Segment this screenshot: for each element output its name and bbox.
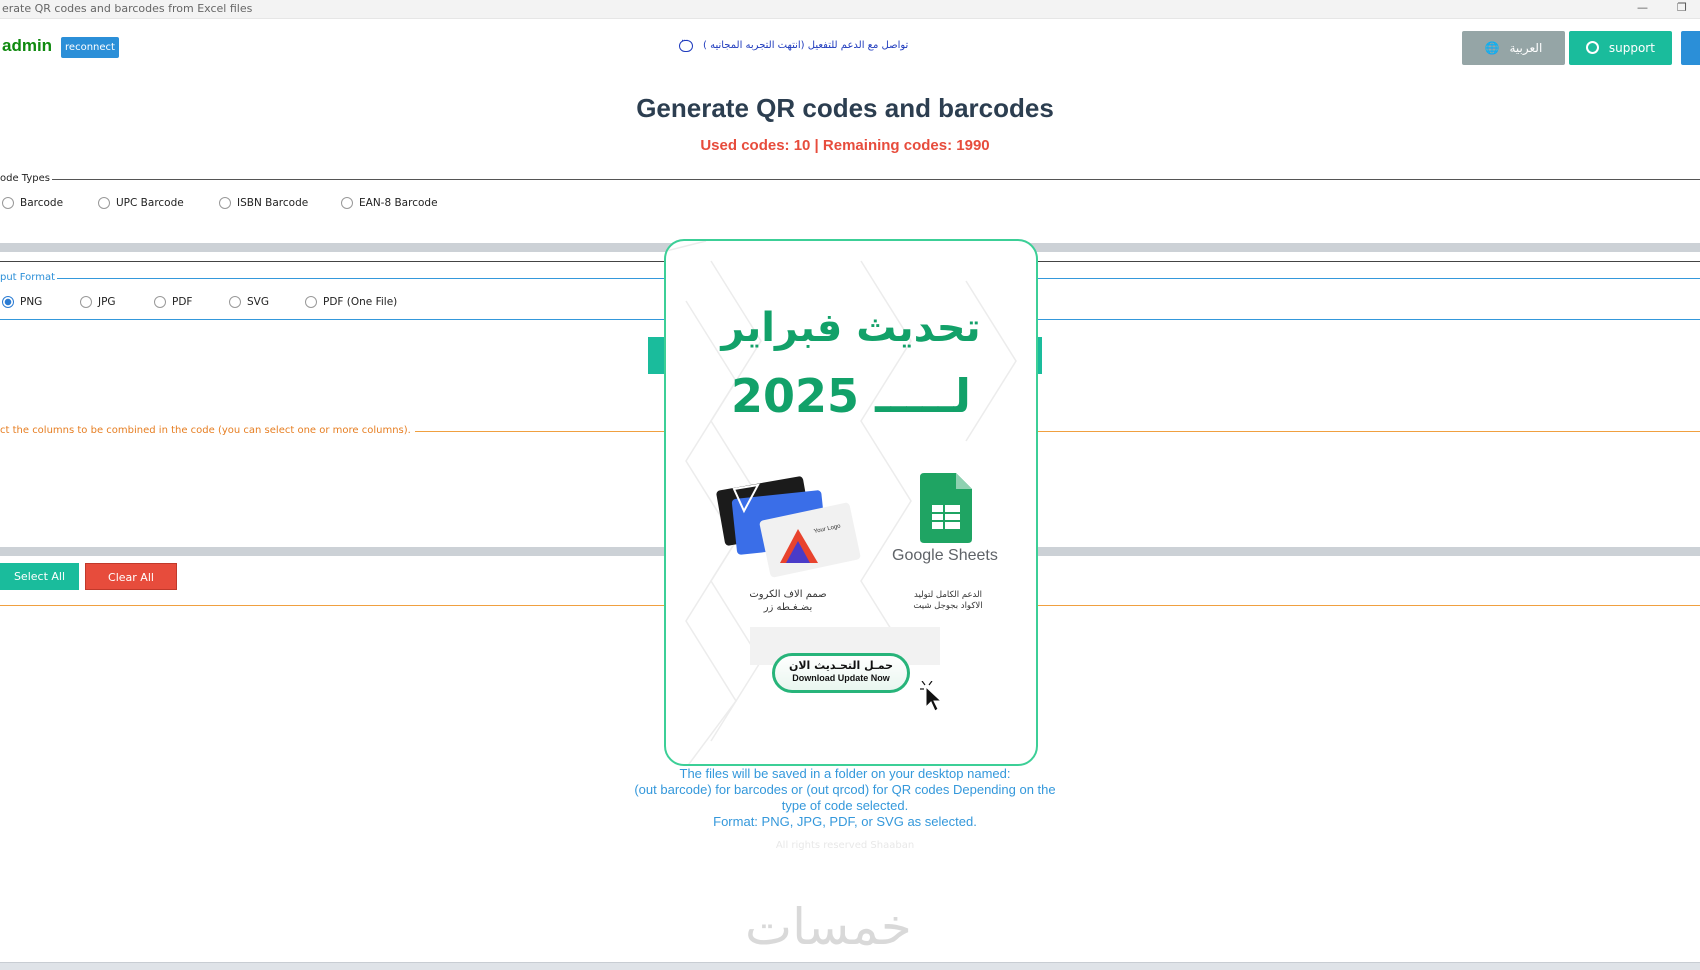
radio-label: PDF xyxy=(172,296,193,308)
radio-ean8-barcode[interactable] xyxy=(341,197,438,209)
restore-icon[interactable]: ❐ xyxy=(1677,1,1687,14)
save-note-line-2: (out barcode) for barcodes or (out qrcod) for QR codes Depending on the xyxy=(634,782,1056,797)
rights-text: All rights reserved Shaaban xyxy=(775,840,915,851)
window-title-bar xyxy=(0,0,1700,19)
usage-counter: Used codes: 10 | Remaining codes: 1990 xyxy=(700,137,990,154)
chat-icon xyxy=(679,40,693,52)
code-types-legend: ode Types xyxy=(0,173,50,184)
sheets-caption xyxy=(898,590,998,612)
radio-button[interactable] xyxy=(98,197,110,209)
radio-button[interactable] xyxy=(305,296,317,308)
radio-isbn-barcode[interactable] xyxy=(219,197,308,209)
support-label: support xyxy=(1608,41,1655,55)
radio-barcode[interactable] xyxy=(2,197,63,209)
radio-upc-barcode[interactable] xyxy=(98,197,184,209)
clear-all-button[interactable]: Clear All xyxy=(85,563,177,590)
sheets-caption-line-2: الاكواد بجوجل شيت xyxy=(913,601,983,611)
watermark-logo: خمسات xyxy=(745,898,912,956)
cards-caption-line-1: صمم الاف الكروت xyxy=(749,589,827,600)
radio-button[interactable] xyxy=(341,197,353,209)
radio-label: EAN-8 Barcode xyxy=(359,197,438,209)
reconnect-button[interactable]: reconnect xyxy=(61,37,119,58)
radio-label: JPG xyxy=(98,296,116,308)
radio-pdf[interactable] xyxy=(154,296,192,308)
radio-button[interactable] xyxy=(229,296,241,308)
radio-label: UPC Barcode xyxy=(116,197,184,209)
cards-caption-line-2: بضـغـطه زر xyxy=(763,602,813,613)
output-format-legend: put Format xyxy=(0,272,56,283)
cards-caption xyxy=(728,588,848,614)
google-sheets-label: Google Sheets xyxy=(892,547,998,564)
arabic-language-label: العربية xyxy=(1509,41,1543,55)
radio-button[interactable] xyxy=(2,296,14,308)
radio-jpg[interactable] xyxy=(80,296,116,308)
mouse-pointer-icon xyxy=(920,681,944,713)
save-note-line-4: Format: PNG, JPG, PDF, or SVG as selected. xyxy=(713,814,977,829)
radio-button[interactable] xyxy=(154,296,166,308)
minimize-icon[interactable]: — xyxy=(1637,1,1648,14)
radio-label: PNG xyxy=(20,296,43,308)
download-update-label-en: Download Update Now xyxy=(792,673,890,683)
google-sheets-icon xyxy=(920,473,972,543)
radio-button[interactable] xyxy=(80,296,92,308)
select-all-button[interactable]: Select All xyxy=(0,563,79,590)
extra-action-button[interactable] xyxy=(1681,31,1700,65)
taskbar-strip xyxy=(0,962,1700,970)
support-button[interactable] xyxy=(1569,31,1672,65)
code-types-group-border xyxy=(0,179,1700,180)
columns-hint: ct the columns to be combined in the code (you can select one or more columns). xyxy=(0,425,415,436)
arabic-language-button[interactable] xyxy=(1462,31,1565,65)
radio-label: Barcode xyxy=(20,197,64,209)
whatsapp-icon xyxy=(1586,41,1599,54)
contact-support-text: تواصل مع الدعم للتفعيل (انتهت التجربه المجانيه ) xyxy=(703,40,909,51)
update-popup[interactable] xyxy=(664,239,1038,766)
radio-label: ISBN Barcode xyxy=(237,197,309,209)
download-update-button[interactable] xyxy=(772,653,910,693)
radio-svg[interactable] xyxy=(229,296,269,308)
popup-year: لـــــ 2025 xyxy=(731,369,971,423)
save-note-line-3: type of code selected. xyxy=(781,798,909,813)
radio-button[interactable] xyxy=(2,197,14,209)
window-title: erate QR codes and barcodes from Excel files xyxy=(2,2,253,15)
radio-pdf-one-file[interactable] xyxy=(305,296,397,308)
popup-title: تحديث فبراير xyxy=(721,305,981,351)
card-logo-text: Your Logo xyxy=(813,523,842,536)
page-title: Generate QR codes and barcodes xyxy=(636,93,1054,123)
radio-label: SVG xyxy=(247,296,269,308)
radio-png[interactable] xyxy=(2,296,42,308)
save-note-line-1: The files will be saved in a folder on your desktop named: xyxy=(679,766,1011,781)
radio-label: PDF (One File) xyxy=(323,296,398,308)
sheets-caption-line-1: الدعم الكامل لتوليد xyxy=(914,590,982,600)
globe-icon: 🌐 xyxy=(1484,41,1500,55)
admin-label: admin xyxy=(2,36,53,55)
radio-button[interactable] xyxy=(219,197,231,209)
business-cards-illustration xyxy=(714,471,864,581)
download-update-label-ar: حمـل التحـديث الان xyxy=(788,659,894,672)
